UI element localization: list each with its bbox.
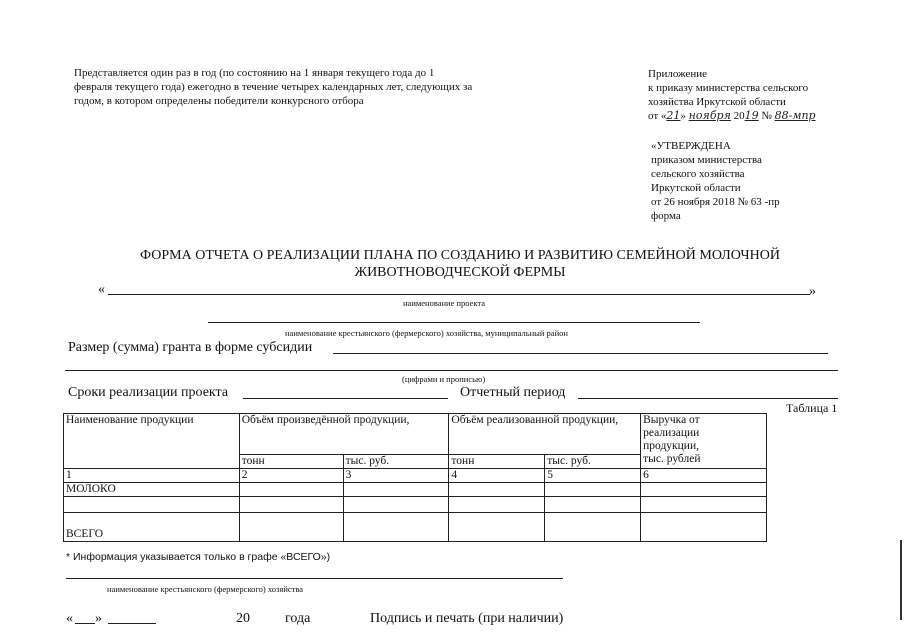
- header-revenue-line-2: реализации: [643, 427, 700, 439]
- col-number-4: 4: [449, 469, 545, 483]
- report-table: [63, 413, 767, 542]
- milk-sold-tons[interactable]: [449, 483, 545, 497]
- appendix-line-3: хозяйства Иркутской области: [648, 96, 786, 108]
- total-sold-rub[interactable]: [545, 513, 641, 542]
- preamble: [74, 66, 554, 108]
- empty-row-cell[interactable]: [641, 497, 767, 513]
- col-number-3: 3: [343, 469, 449, 483]
- grant-label: Размер (сумма) гранта в форме субсидии: [68, 340, 313, 355]
- header-produced: Объём произведённой продукции,: [239, 414, 449, 455]
- header-revenue-line-4: тыс. рублей: [643, 453, 701, 465]
- preamble-line-1: Представляется один раз в год (по состоянию на 1 января текущего года до 1: [74, 67, 435, 79]
- project-quote-open: «: [98, 282, 105, 297]
- milk-produced-rub[interactable]: [343, 483, 449, 497]
- total-sold-tons[interactable]: [449, 513, 545, 542]
- table-number-row: [64, 469, 767, 483]
- empty-row-cell[interactable]: [343, 497, 449, 513]
- subheader-tons-produced: тонн: [239, 455, 343, 469]
- subheader-rub-sold: тыс. руб.: [545, 455, 641, 469]
- appendix-month-handwritten: ноября: [688, 109, 731, 122]
- sign-date-open: «: [66, 611, 73, 626]
- farm-name-caption: наименование крестьянского (фермерского) хозяйства, муниципальный район: [285, 328, 568, 338]
- approved-line-2: приказом министерства: [651, 154, 762, 166]
- approved-line-5: от 26 ноября 2018 № 63 -пр: [651, 196, 780, 208]
- appendix-number-sign: №: [758, 110, 775, 122]
- appendix-block: [648, 67, 888, 123]
- header-sold: Объём реализованной продукции,: [449, 414, 641, 455]
- farm-name-field-2[interactable]: [66, 578, 563, 579]
- appendix-date-mid: »: [680, 110, 686, 122]
- grant-amount-field-2[interactable]: [65, 370, 838, 371]
- project-quote-close: »: [809, 284, 816, 299]
- table-row-milk: [64, 483, 767, 497]
- table-header-row: [64, 414, 767, 455]
- approved-line-1: «УТВЕРЖДЕНА: [651, 140, 731, 152]
- report-period-field[interactable]: [578, 398, 838, 399]
- empty-row-cell[interactable]: [545, 497, 641, 513]
- approved-line-6: форма: [651, 210, 681, 222]
- appendix-date-prefix: от «: [648, 110, 667, 122]
- table-row-total: [64, 513, 767, 542]
- row-milk-label: МОЛОКО: [64, 483, 240, 497]
- sign-month-field[interactable]: [108, 623, 156, 624]
- appendix-number-handwritten: 88-мпр: [774, 109, 816, 122]
- appendix-year-handwritten: 19: [744, 109, 759, 122]
- empty-row-label[interactable]: [64, 497, 240, 513]
- row-total-label: ВСЕГО: [64, 513, 240, 542]
- sign-year: 20: [236, 611, 250, 626]
- header-revenue-line-1: Выручка от: [643, 414, 700, 426]
- col-number-5: 5: [545, 469, 641, 483]
- farm-name-field[interactable]: [208, 322, 700, 323]
- signature-caption: Подпись и печать (при наличии): [370, 611, 564, 626]
- sign-date-close: »: [95, 611, 102, 626]
- form-title-line-2: ЖИВОТНОВОДЧЕСКОЙ ФЕРМЫ: [354, 265, 566, 280]
- milk-sold-rub[interactable]: [545, 483, 641, 497]
- sign-year-word: года: [285, 611, 311, 626]
- appendix-line-1: Приложение: [648, 68, 708, 80]
- appendix-day-handwritten: 21: [666, 109, 681, 122]
- farm-name-caption-2: наименование крестьянского (фермерского) хозяйства: [107, 584, 304, 594]
- footnote: * Информация указывается только в графе «ВСЕГО»): [66, 551, 331, 563]
- col-number-6: 6: [641, 469, 767, 483]
- appendix-line-2: к приказу министерства сельского: [648, 82, 809, 94]
- header-revenue-line-3: продукции,: [643, 440, 699, 452]
- approved-block: [651, 139, 891, 223]
- project-period-field[interactable]: [243, 398, 448, 399]
- preamble-line-2: февраля текущего года) ежегодно в течение четырех календарных лет, следующих за: [74, 81, 473, 93]
- sign-day-field[interactable]: [75, 623, 95, 624]
- project-period-label: Сроки реализации проекта: [68, 385, 229, 400]
- digits-caption: (цифрами и прописью): [402, 374, 486, 384]
- subheader-rub-produced: тыс. руб.: [343, 455, 449, 469]
- total-produced-tons[interactable]: [239, 513, 343, 542]
- empty-row-cell[interactable]: [239, 497, 343, 513]
- header-product-name: Наименование продукции: [64, 414, 240, 469]
- subheader-tons-sold: тонн: [449, 455, 545, 469]
- preamble-line-3: годом, в котором определены победители конкурсного отбора: [74, 95, 364, 107]
- scan-edge-mark: [900, 540, 902, 620]
- header-revenue: [641, 414, 767, 469]
- col-number-1: 1: [64, 469, 240, 483]
- appendix-year-prefix: 20: [730, 110, 745, 122]
- form-title: [60, 247, 860, 281]
- project-name-field[interactable]: [108, 294, 810, 295]
- approved-line-3: сельского хозяйства: [651, 168, 745, 180]
- total-revenue[interactable]: [641, 513, 767, 542]
- project-name-caption: наименование проекта: [403, 298, 486, 308]
- milk-revenue[interactable]: [641, 483, 767, 497]
- total-produced-rub[interactable]: [343, 513, 449, 542]
- empty-row-cell[interactable]: [449, 497, 545, 513]
- col-number-2: 2: [239, 469, 343, 483]
- appendix-date-line: [648, 109, 888, 123]
- report-period-label: Отчетный период: [460, 385, 566, 400]
- milk-produced-tons[interactable]: [239, 483, 343, 497]
- approved-line-4: Иркутской области: [651, 182, 741, 194]
- grant-amount-field[interactable]: [333, 353, 828, 354]
- form-title-line-1: ФОРМА ОТЧЕТА О РЕАЛИЗАЦИИ ПЛАНА ПО СОЗДАНИЮ И РАЗВИТИЮ СЕМЕЙНОЙ МОЛОЧНОЙ: [140, 248, 780, 263]
- table-label: Таблица 1: [786, 401, 838, 415]
- table-row-empty: [64, 497, 767, 513]
